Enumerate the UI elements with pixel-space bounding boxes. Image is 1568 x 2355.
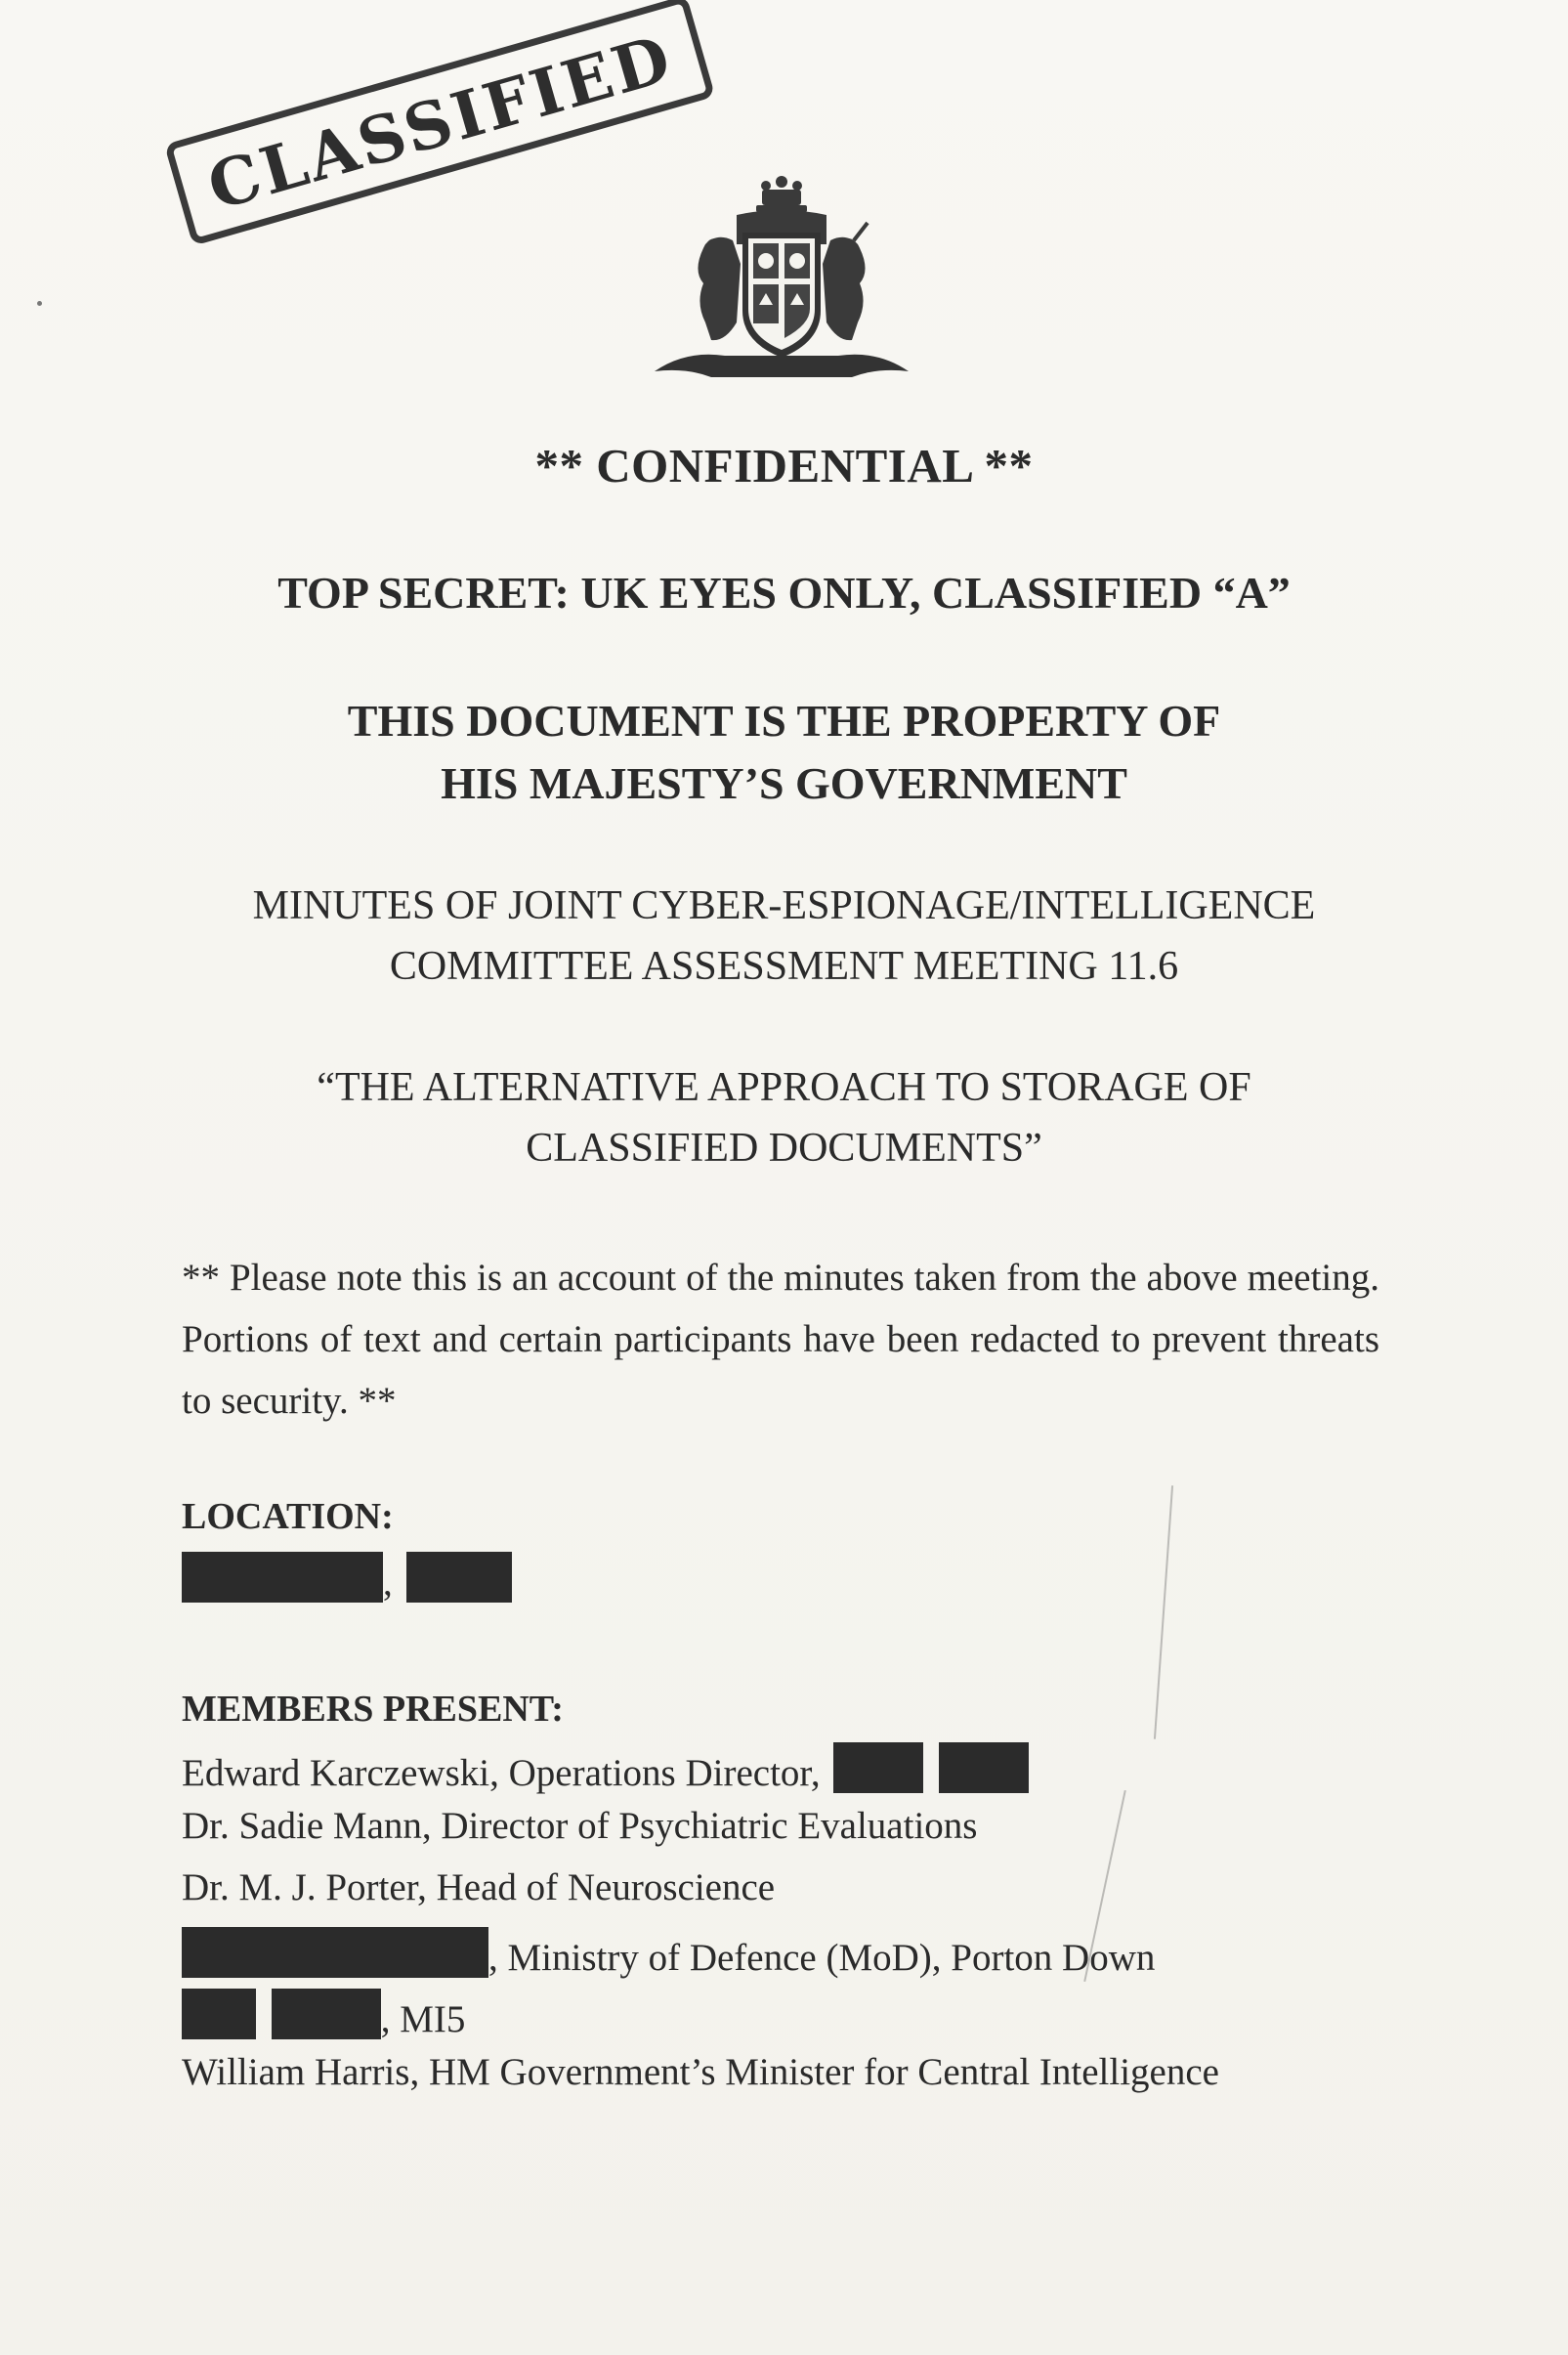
confidential-heading: ** CONFIDENTIAL **	[534, 439, 1034, 492]
minutes-title-line-2: COMMITTEE ASSESSMENT MEETING 11.6	[389, 944, 1179, 989]
redaction-note: ** Please note this is an account of the minutes taken from the above meeting. Portions of text and certain participants have been redacted to prevent threats to security. **	[182, 1257, 1379, 1422]
redaction-bar	[406, 1552, 512, 1603]
member-line	[182, 1927, 1155, 1980]
approach-title-line-1: “THE ALTERNATIVE APPROACH TO STORAGE OF	[317, 1065, 1251, 1110]
minutes-title	[0, 876, 1568, 997]
location-separator: ,	[383, 1562, 393, 1604]
property-heading-line-2: HIS MAJESTY’S GOVERNMENT	[441, 758, 1127, 808]
member-line	[182, 1989, 465, 2041]
redaction-bar	[939, 1742, 1029, 1793]
paper-speck	[37, 301, 42, 306]
approach-title	[0, 1057, 1568, 1178]
property-heading	[0, 690, 1568, 815]
classified-stamp: CLASSIFIED	[164, 0, 715, 246]
members-present-label: MEMBERS PRESENT:	[182, 1689, 564, 1730]
member-line: William Harris, HM Government’s Minister for Central Intelligence	[182, 2051, 1219, 2093]
member-line: Dr. M. J. Porter, Head of Neuroscience	[182, 1866, 776, 1908]
member-affiliation: , Ministry of Defence (MoD), Porton Down	[488, 1937, 1156, 1979]
redaction-bar	[182, 1927, 488, 1978]
redaction-bar	[272, 1989, 381, 2039]
member-line	[182, 1742, 1029, 1795]
member-name: Edward Karczewski, Operations Director,	[182, 1752, 821, 1794]
location-value	[182, 1552, 512, 1605]
redaction-bar	[182, 1552, 383, 1603]
royal-coat-of-arms-icon	[647, 176, 916, 391]
location-label: LOCATION:	[182, 1496, 394, 1537]
property-heading-line-1: THIS DOCUMENT IS THE PROPERTY OF	[347, 696, 1221, 746]
member-line: Dr. Sadie Mann, Director of Psychiatric Evaluations	[182, 1805, 978, 1847]
redaction-bar	[833, 1742, 923, 1793]
redaction-bar	[182, 1989, 256, 2039]
paper-scratch	[1154, 1485, 1173, 1739]
approach-title-line-2: CLASSIFIED DOCUMENTS”	[526, 1126, 1042, 1171]
top-secret-heading: TOP SECRET: UK EYES ONLY, CLASSIFIED “A”	[277, 568, 1291, 618]
member-affiliation: , MI5	[380, 1998, 466, 2040]
minutes-title-line-1: MINUTES OF JOINT CYBER-ESPIONAGE/INTELLIGENCE	[252, 883, 1316, 928]
